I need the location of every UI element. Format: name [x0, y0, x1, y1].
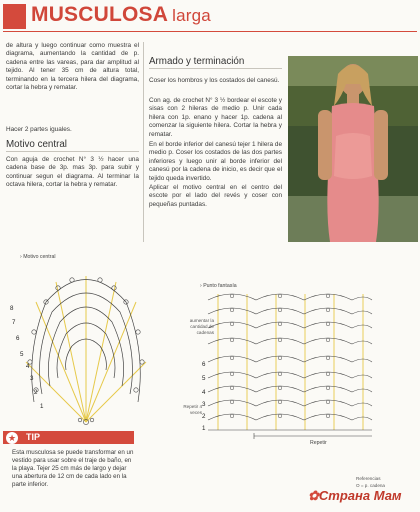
repeat-bottom-label: Repetir — [310, 440, 327, 446]
tip-header-bar — [3, 431, 134, 444]
intro-paragraph: de altura y luego continuar como muestra el diagrama, aumentando la cantidad de p. cadena entre las vareas, para dar amplitud al tejido. Al tener 35 cm de altura total, terminando en la tercera hilera del diagrama, cortar la hebra y rematar. — [6, 42, 139, 92]
row-number-7: 7 — [12, 319, 16, 326]
armado-p4: Aplicar el motivo central en el centro del escote por el lado del revés y coser con pequeñas puntadas. — [149, 184, 282, 208]
model-photo — [288, 56, 418, 242]
title-main: MUSCULOSA — [31, 3, 169, 26]
rf-row-4: 4 — [202, 389, 206, 396]
motivo-paragraph: Con aguja de crochet N° 3 ½ hacer una cadena base de 3p. mas 3p. para subir y continuar segun el diagrama. Al terminar la octava hilera, cortar la hebra y rematar. — [6, 156, 139, 189]
row-number-8: 8 — [10, 305, 14, 312]
rf-row-1: 1 — [202, 425, 206, 432]
row-number-6: 6 — [16, 335, 20, 342]
rf-row-5: 5 — [202, 375, 206, 382]
armado-p2: Con ag. de crochet N° 3 ½ bordear el escote y sisas con 2 hileras de medio p. Unir cada hilera con 1p. enano y hacer 1p. cadena al comenzar la siguiente hilera. Cortar la hebra y rematar. — [149, 97, 282, 138]
rf-row-2: 2 — [202, 413, 206, 420]
row-number-1: 1 — [40, 403, 44, 410]
page-title — [31, 3, 211, 27]
column-divider — [143, 42, 144, 242]
watermark-logo — [308, 488, 402, 504]
row-number-3: 3 — [30, 375, 34, 382]
row-number-5: 5 — [20, 351, 24, 358]
diagram-right-label-text: Punto fantasía — [203, 283, 237, 289]
watermark-flower-icon: ✿ — [308, 488, 319, 503]
diagram-left-label — [20, 254, 55, 260]
title-color-block — [3, 4, 26, 29]
rf-row-3: 3 — [202, 401, 206, 408]
section-rule-1 — [6, 151, 139, 152]
side-label-repetir-4: Repetir 4 veces — [183, 404, 202, 415]
row-number-4: 4 — [26, 363, 30, 370]
tip-label: TIP — [26, 432, 41, 442]
side-label-aumentar: aumentar la cantidad de cadenas — [189, 318, 214, 335]
motivo-central-diagram — [6, 262, 166, 427]
section-rule-2 — [149, 68, 282, 69]
header-rule — [3, 31, 417, 32]
armado-p1: Coser los hombros y los costados del canesú. — [149, 77, 280, 84]
punto-fantasia-diagram — [204, 290, 376, 440]
legend-title: Referencias — [356, 476, 381, 481]
rf-row-6: 6 — [202, 361, 206, 368]
armado-p3: En el borde inferior del canesú tejer 1 hilera de medio p. Coser los costados de las dos partes inferiores y luego unir al borde inferior del canesú por la cadena de inicio, es decir que el tejido queda invertido. — [149, 141, 282, 182]
caret-icon: › — [20, 254, 22, 260]
caret-icon-2: › — [200, 283, 202, 289]
star-icon: ★ — [7, 433, 17, 443]
watermark-text: Страна Мам — [318, 488, 402, 503]
tip-text: Esta musculosa se puede transformar en un vestido para usar sobre el traje de baño, en la playa. Tejer 25 cm más de largo y dejar una abertura de 12 cm de cada lado en la parte inferior. — [12, 449, 134, 488]
photo-illustration — [288, 56, 418, 242]
diagram-right-label — [200, 283, 237, 289]
section-title-motivo: Motivo central — [6, 139, 67, 150]
intro-paragraph-2: Hacer 2 partes iguales. — [6, 126, 72, 133]
diagram-left-label-text: Motivo central — [23, 254, 56, 260]
legend-line-1: O = p. cadena — [356, 483, 385, 488]
section-title-armado: Armado y terminación — [149, 56, 245, 67]
title-subtitle: larga — [172, 6, 211, 25]
row-number-2: 2 — [34, 389, 38, 396]
